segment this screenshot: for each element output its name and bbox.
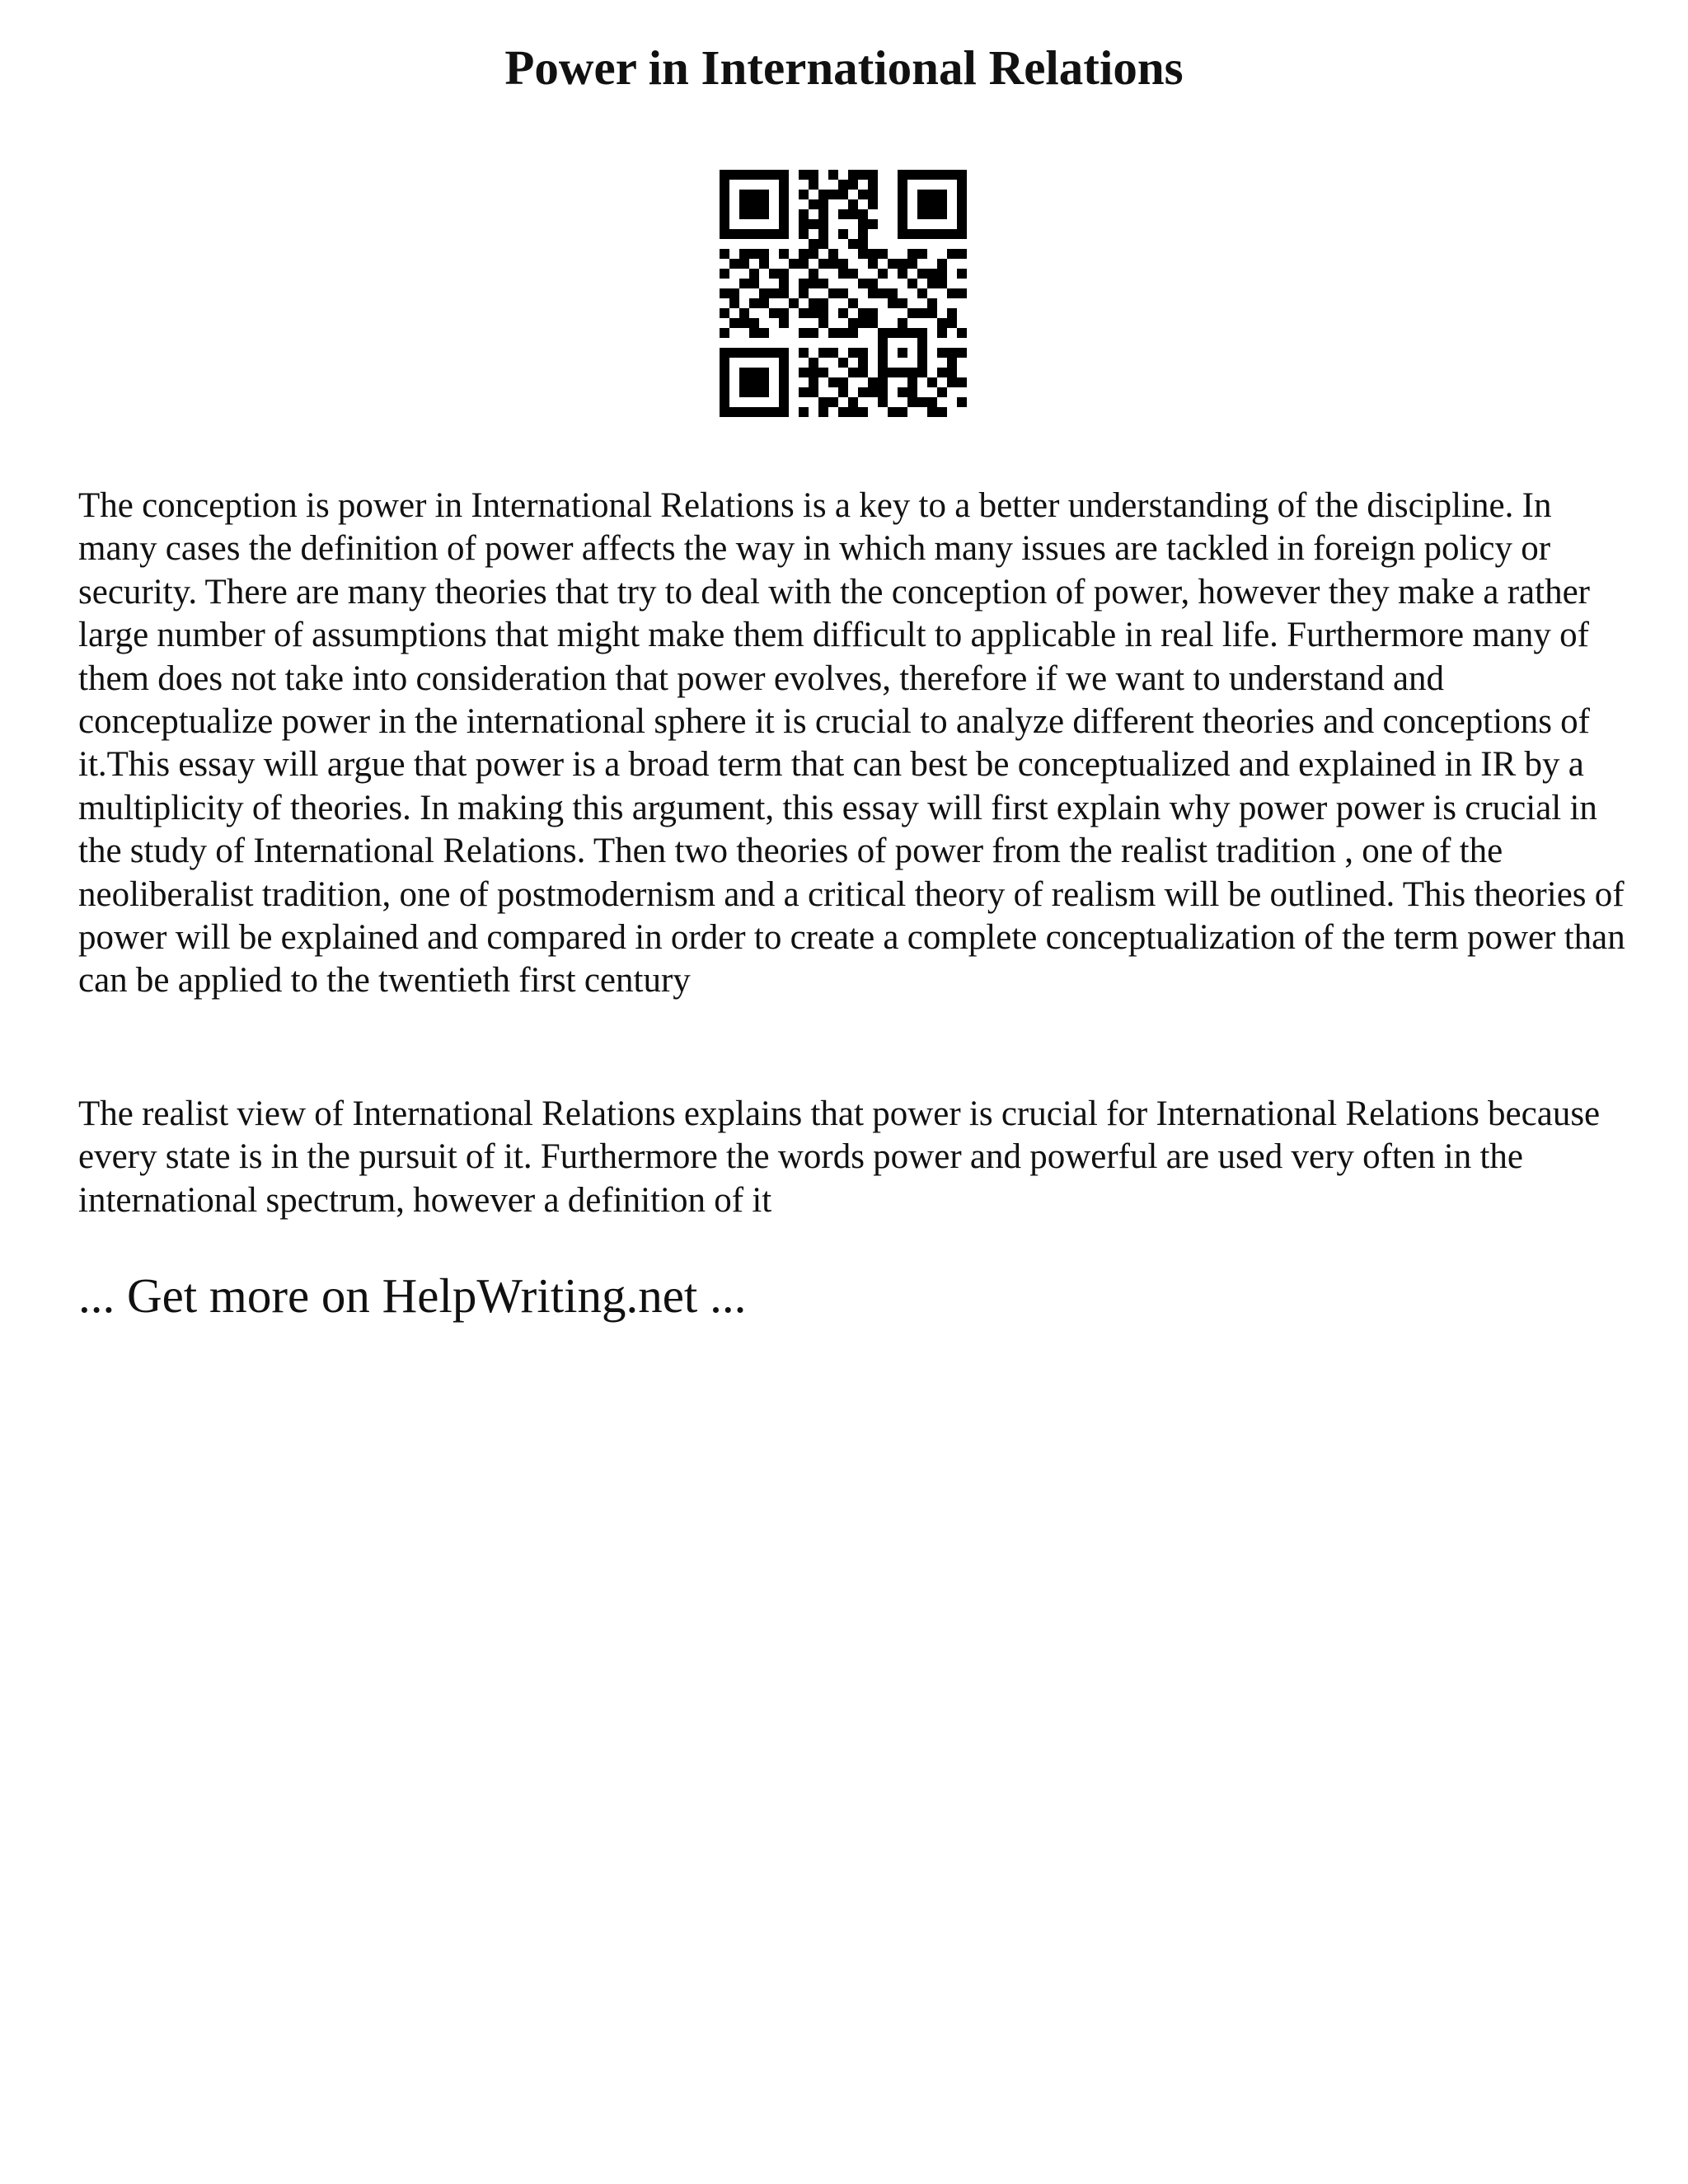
body-paragraph: The realist view of International Relations explains that power is crucial for International Relations because every state is in the pursuit of it. Furthermore the words power and powerful are used very often in the international spectrum, however a definition of it xyxy=(78,1094,1601,1220)
body-paragraph: The conception is power in International Relations is a key to a better understanding of the discipline. In many cases the definition of power affects the way in which many issues are tackled in foreign policy or security. There are many theories that try to deal with the conception of power, however they make a rather large number of assumptions that might make them difficult to applicable in real life. Furthermore many of them does not take into consideration that power evolves, therefore if we want to understand and conceptualize power in the international sphere it is crucial to analyze different theories and conceptions of it.This essay will argue that power is a broad term that can best be conceptualized and explained in IR by a multiplicity of theories. In making this argument, this essay will first explain why power power is crucial in the study of International Relations. Then two theories of power from the realist tradition , one of the neoliberalist tradition, one of postmodernism and a critical theory of realism will be outlined. This theories of power will be explained and compared in order to create a complete conceptualization of the term power than can be applied to the twentieth first century xyxy=(78,486,1625,1001)
get-more-link[interactable]: ... Get more on HelpWriting.net ... xyxy=(78,1268,747,1323)
document-title: Power in International Relations xyxy=(504,40,1184,95)
qr-code-icon xyxy=(720,170,967,417)
